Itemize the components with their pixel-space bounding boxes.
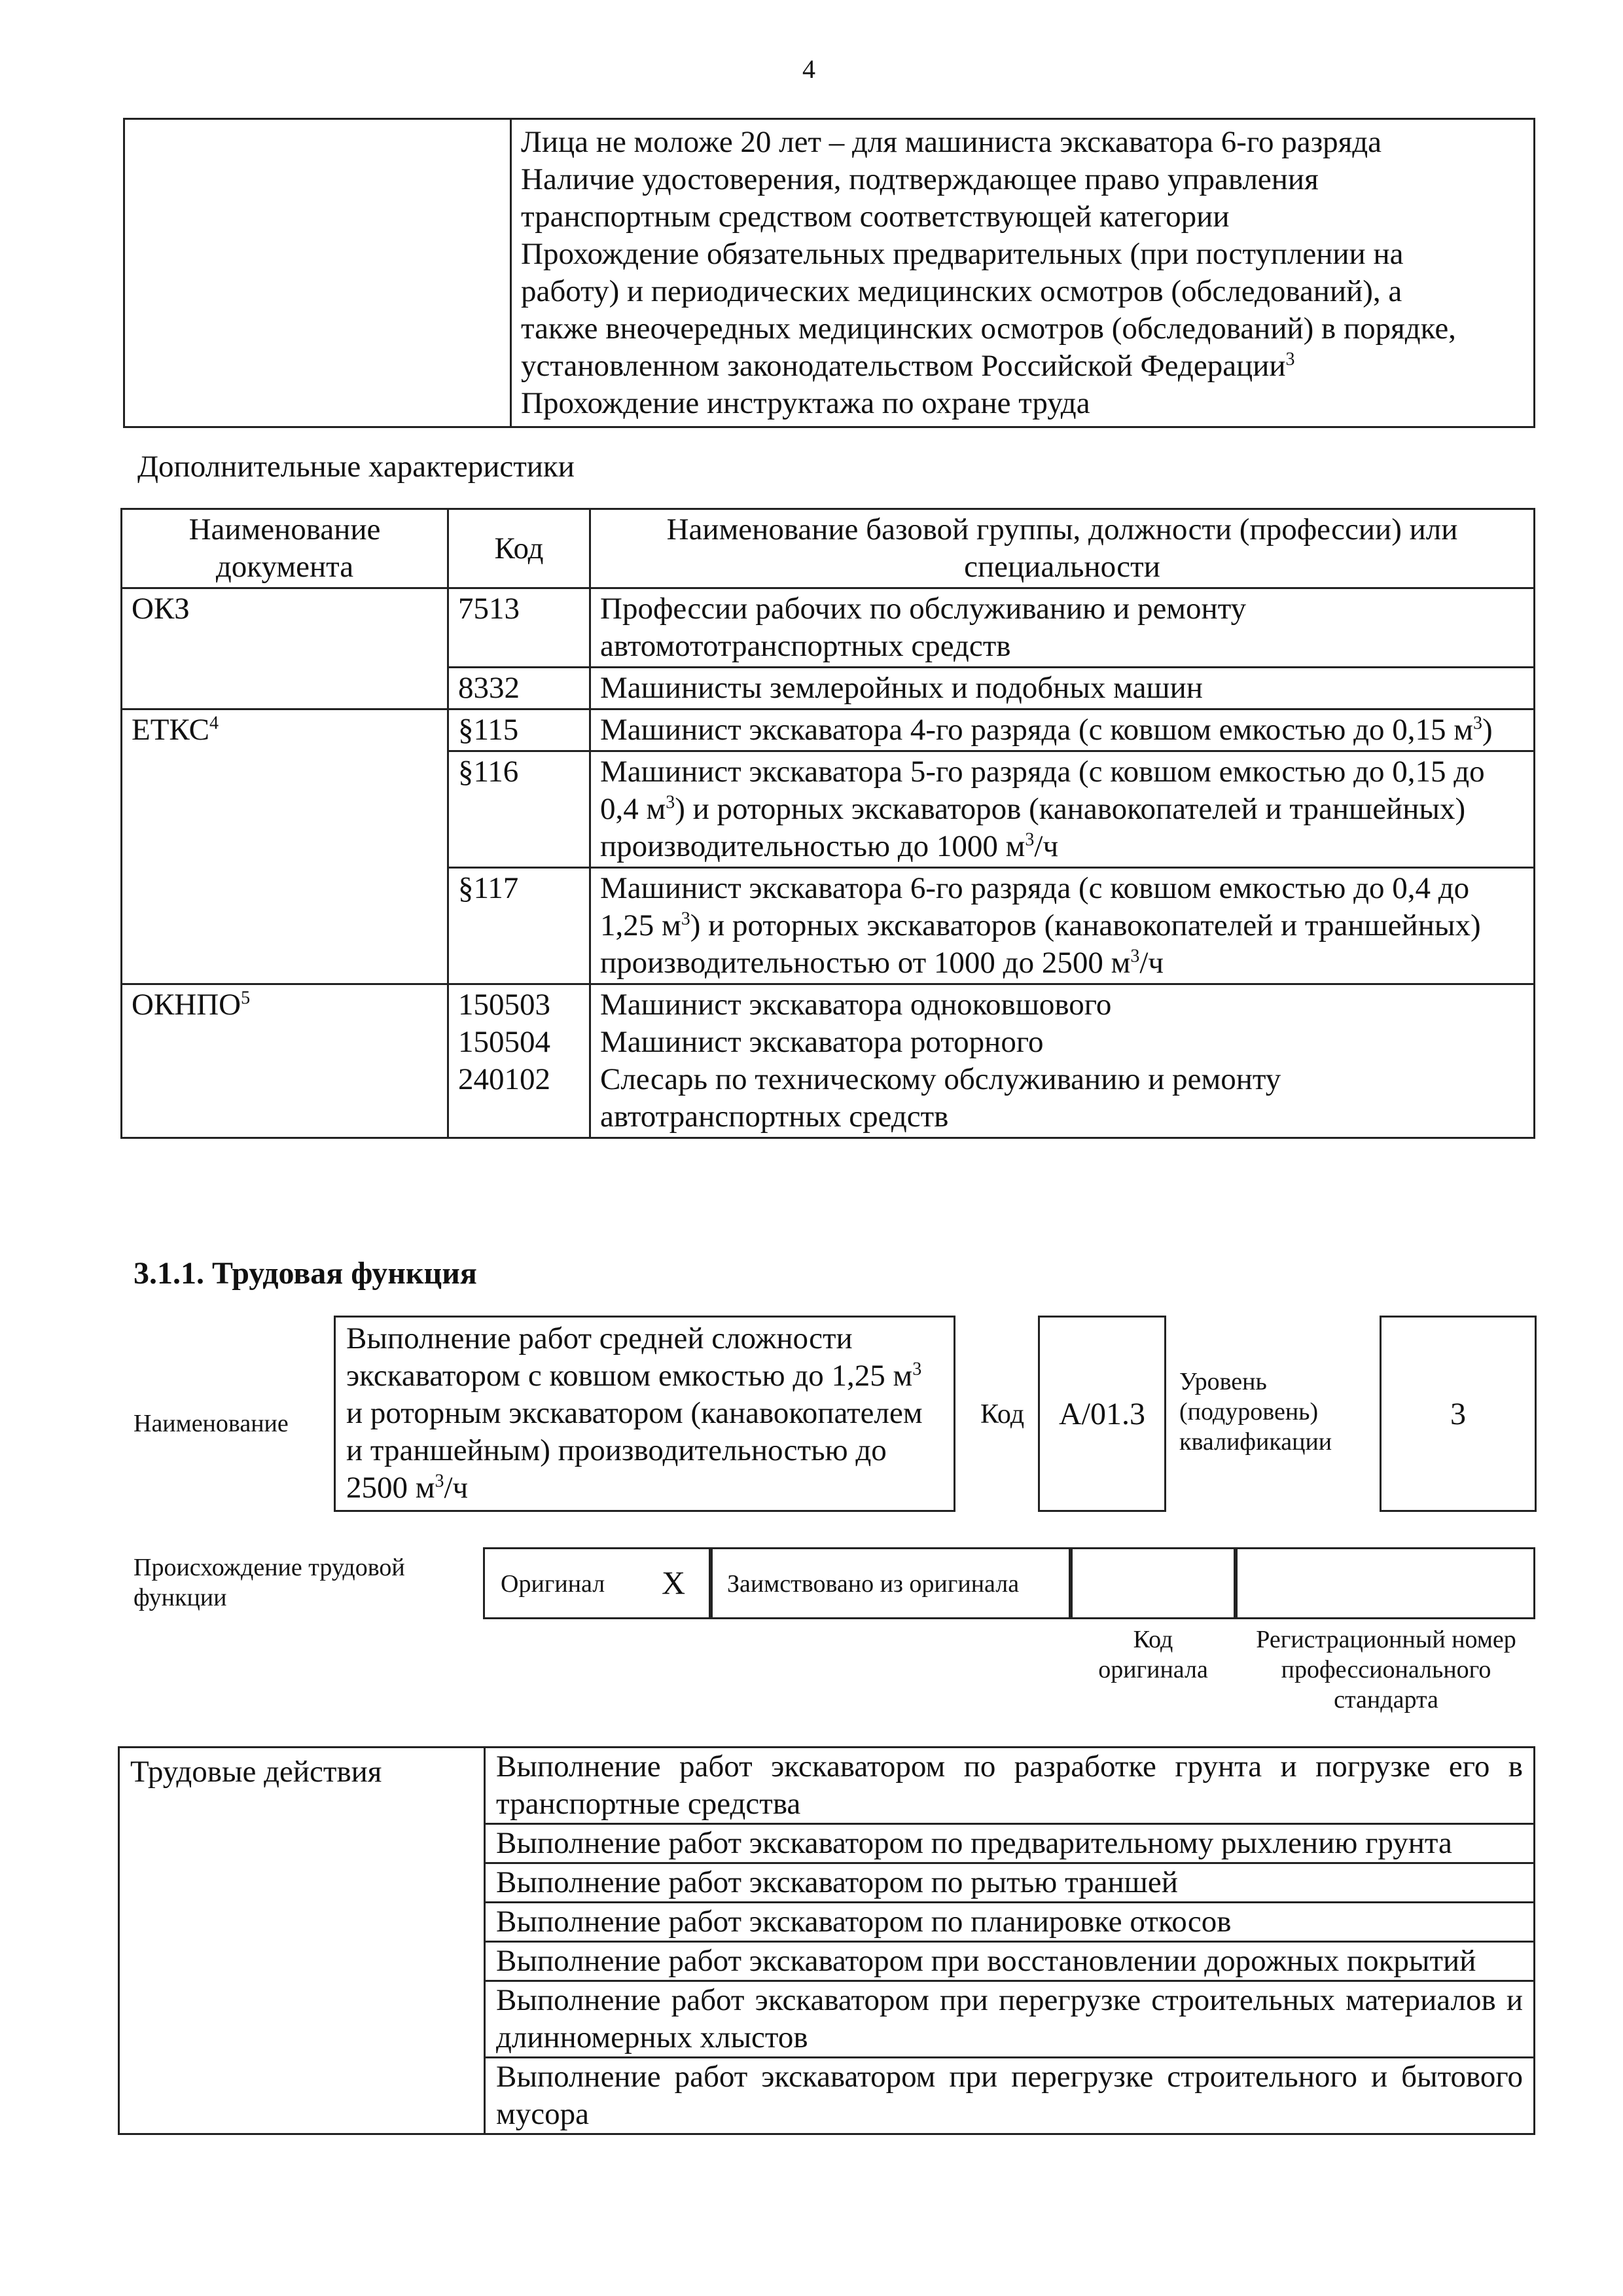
borrowed-box bbox=[711, 1547, 1071, 1619]
table-row bbox=[119, 1748, 1535, 1824]
requirements-label-cell bbox=[124, 119, 511, 427]
reg-number-box bbox=[1236, 1547, 1535, 1619]
header-doc-name: Наименование документа bbox=[122, 509, 448, 588]
code-label: Код bbox=[980, 1399, 1025, 1429]
name-label: Наименование bbox=[134, 1410, 289, 1437]
requirements-table bbox=[123, 118, 1535, 428]
code-cell: 8332 bbox=[448, 668, 590, 709]
requirement-line: также внеочередных медицинских осмотров (обследований) в порядке, bbox=[521, 312, 1456, 346]
requirement-line: работу) и периодических медицинских осмотров (обследований), а bbox=[521, 274, 1402, 308]
labor-action-item: Выполнение работ экскаватором при перегрузке строительных материалов и длинномерных хлыстов bbox=[485, 1981, 1535, 2058]
reg-number-caption: Регистрационный номер профессионального стандарта bbox=[1256, 1626, 1516, 1713]
labor-action-item: Выполнение работ экскаватором по рытью траншей bbox=[485, 1863, 1535, 1903]
original-mark: X bbox=[662, 1564, 686, 1601]
level-value-box: 3 bbox=[1380, 1316, 1537, 1512]
footnote-ref: 4 bbox=[209, 713, 219, 734]
code-cell: 7513 bbox=[448, 588, 590, 668]
name-cell: Машинисты землеройных и подобных машин bbox=[590, 668, 1535, 709]
table-row bbox=[122, 709, 1535, 751]
name-cell: Машинист экскаватора 5-го разряда (с ковшом емкостью до 0,15 до 0,4 $м^3$) и роторных экскаваторов (канавокопателей и траншейных) производительностью до 1000 $м^3/ч$ bbox=[590, 751, 1535, 868]
code-cell: §117 bbox=[448, 868, 590, 984]
requirement-line: транспортным средством соответствующей категории bbox=[521, 200, 1230, 234]
header-group-name: Наименование базовой группы, должности (профессии) или специальности bbox=[590, 509, 1535, 588]
original-label: Оригинал bbox=[501, 1570, 605, 1598]
additional-characteristics-table bbox=[120, 508, 1535, 1139]
requirement-line: установленном законодательством Российской Федерации$^3$ bbox=[521, 349, 1295, 383]
footnote-ref: 5 bbox=[241, 988, 251, 1009]
code-cell: §116 bbox=[448, 751, 590, 868]
code-cell: §115 bbox=[448, 709, 590, 751]
labor-action-item: Выполнение работ экскаватором по планировке откосов bbox=[485, 1903, 1535, 1942]
table-header-row bbox=[122, 509, 1535, 588]
origin-label: Происхождение трудовой функции bbox=[134, 1554, 405, 1611]
requirement-line: Прохождение обязательных предварительных (при поступлении на bbox=[521, 237, 1404, 271]
labor-actions-table bbox=[118, 1746, 1535, 2135]
function-name-box: Выполнение работ средней сложности экскаватором с ковшом емкостью до 1,25 $м^3$ и роторным экскаватором (канавокопателем и траншейным) производительностью до 2500 $м^3/ч$ bbox=[334, 1316, 955, 1512]
code-original-caption: Код оригинала bbox=[1098, 1626, 1208, 1683]
level-label: Уровень (подуровень) квалификации bbox=[1179, 1368, 1332, 1456]
table-row bbox=[122, 984, 1535, 1138]
doc-cell: ОКЗ bbox=[122, 588, 448, 709]
section-title: 3.1.1. Трудовая функция bbox=[134, 1256, 477, 1291]
requirement-line: Прохождение инструктажа по охране труда bbox=[521, 386, 1090, 420]
page-number: 4 bbox=[802, 54, 815, 84]
labor-actions-label: Трудовые действия bbox=[119, 1748, 485, 2134]
doc-cell: ОКНПО$^5$ bbox=[122, 984, 448, 1138]
code-cell: 150503 150504 240102 bbox=[448, 984, 590, 1138]
original-box bbox=[483, 1547, 711, 1619]
labor-action-item: Выполнение работ экскаватором при восстановлении дорожных покрытий bbox=[485, 1942, 1535, 1981]
requirement-line: Наличие удостоверения, подтверждающее право управления bbox=[521, 162, 1319, 196]
additional-characteristics-title: Дополнительные характеристики bbox=[137, 450, 575, 484]
doc-cell: ЕТКС$^4$ bbox=[122, 709, 448, 984]
requirement-line: Лица не моложе 20 лет – для машиниста экскаватора 6-го разряда bbox=[521, 125, 1382, 159]
labor-action-item: Выполнение работ экскаватором по предварительному рыхлению грунта bbox=[485, 1824, 1535, 1863]
table-row bbox=[122, 588, 1535, 668]
labor-action-item: Выполнение работ экскаватором при перегрузке строительного и бытового мусора bbox=[485, 2058, 1535, 2134]
name-cell: Машинист экскаватора одноковшового Машинист экскаватора роторного Слесарь по техническому обслуживанию и ремонту автотранспортных средств bbox=[590, 984, 1535, 1138]
name-cell: Машинист экскаватора 4-го разряда (с ковшом емкостью до 0,15 $м^3$) bbox=[590, 709, 1535, 751]
original-code-box bbox=[1071, 1547, 1236, 1619]
name-cell: Машинист экскаватора 6-го разряда (с ковшом емкостью до 0,4 до 1,25 $м^3$) и роторных экскаваторов (канавокопателей и траншейных) производительностью от 1000 до 2500 $м^3/ч$ bbox=[590, 868, 1535, 984]
requirements-content-cell bbox=[511, 119, 1535, 427]
footnote-ref: 3 bbox=[1285, 349, 1295, 370]
name-cell: Профессии рабочих по обслуживанию и ремонту автомототранспортных средств bbox=[590, 588, 1535, 668]
labor-action-item: Выполнение работ экскаватором по разработке грунта и погрузке его в транспортные средства bbox=[485, 1748, 1535, 1824]
header-code: Код bbox=[448, 509, 590, 588]
borrowed-label: Заимствовано из оригинала bbox=[727, 1570, 1020, 1598]
code-value-box: А/01.3 bbox=[1038, 1316, 1166, 1512]
